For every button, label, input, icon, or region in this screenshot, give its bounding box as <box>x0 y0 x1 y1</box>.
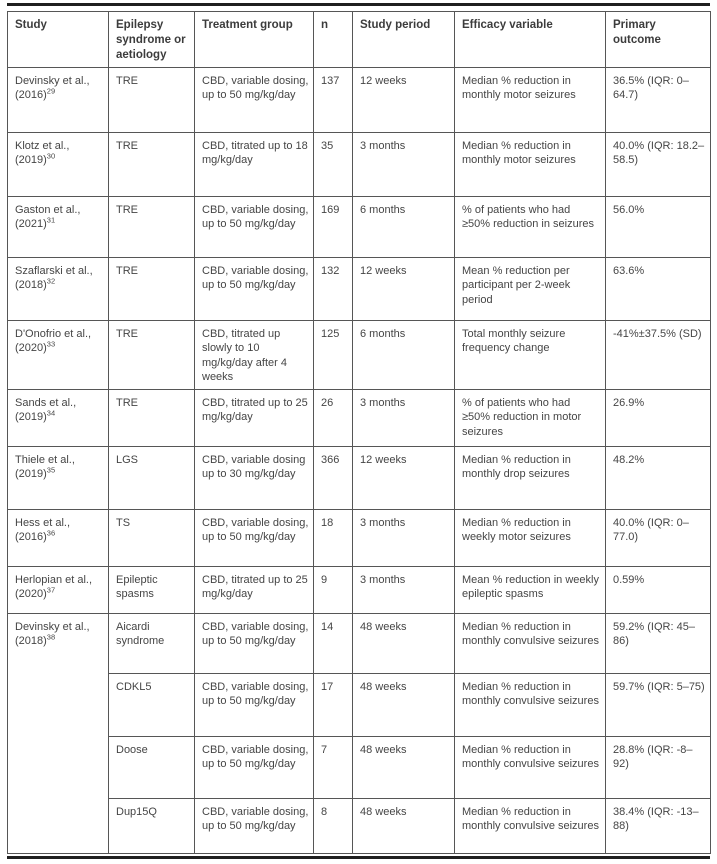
n-cell: 132 <box>314 257 353 320</box>
study-cell <box>8 389 109 446</box>
efficacy-cell: % of patients who had ≥50% reduction in motor seizures <box>455 389 606 446</box>
col-header-treatment: Treatment group <box>195 12 314 68</box>
outcome-cell: 36.5% (IQR: 0–64.7) <box>606 67 711 132</box>
study-name: Gaston et al., (2021) <box>15 203 81 231</box>
table-top-rule <box>7 3 710 6</box>
n-cell: 169 <box>314 196 353 257</box>
study-cell <box>8 613 109 853</box>
outcome-cell: 40.0% (IQR: 18.2–58.5) <box>606 132 711 196</box>
col-header-outcome: Primary outcome <box>606 12 711 68</box>
treatment-cell: CBD, variable dosing, up to 50 mg/kg/day <box>195 613 314 673</box>
reference-superscript: 29 <box>46 86 56 96</box>
header-row <box>8 12 711 68</box>
outcome-cell: 38.4% (IQR: -13–88) <box>606 798 711 853</box>
col-header-syndrome: Epilepsy syndrome or aetiology <box>109 12 195 68</box>
study-name: Thiele et al., (2019) <box>15 453 75 481</box>
n-cell: 7 <box>314 736 353 798</box>
table-row <box>8 798 711 853</box>
outcome-cell: 56.0% <box>606 196 711 257</box>
cbd-studies-table <box>7 11 711 854</box>
reference-superscript: 34 <box>46 408 56 418</box>
efficacy-cell: Total monthly seizure frequency change <box>455 320 606 389</box>
study-cell <box>8 67 109 132</box>
syndrome-cell: TS <box>109 509 195 566</box>
n-cell: 18 <box>314 509 353 566</box>
efficacy-cell: Median % reduction in monthly motor seizures <box>455 132 606 196</box>
col-header-period: Study period <box>353 12 455 68</box>
treatment-cell: CBD, variable dosing, up to 50 mg/kg/day <box>195 196 314 257</box>
study-cell <box>8 257 109 320</box>
table-row <box>8 736 711 798</box>
reference-superscript: 36 <box>46 528 56 538</box>
syndrome-cell: Doose <box>109 736 195 798</box>
efficacy-cell: Median % reduction in monthly convulsive seizures <box>455 613 606 673</box>
efficacy-cell: Median % reduction in monthly convulsive seizures <box>455 798 606 853</box>
period-cell: 12 weeks <box>353 446 455 509</box>
study-name: Devinsky et al., (2016) <box>15 74 90 102</box>
syndrome-cell: Epileptic spasms <box>109 566 195 613</box>
n-cell: 17 <box>314 673 353 736</box>
period-cell: 3 months <box>353 509 455 566</box>
treatment-cell: CBD, variable dosing, up to 50 mg/kg/day <box>195 67 314 132</box>
treatment-cell: CBD, variable dosing up to 30 mg/kg/day <box>195 446 314 509</box>
study-name: D'Onofrio et al., (2020) <box>15 327 92 355</box>
treatment-cell: CBD, titrated up to 18 mg/kg/day <box>195 132 314 196</box>
period-cell: 3 months <box>353 566 455 613</box>
study-cell <box>8 566 109 613</box>
study-name: Herlopian et al., (2020) <box>15 573 93 601</box>
n-cell: 35 <box>314 132 353 196</box>
treatment-cell: CBD, titrated up to 25 mg/kg/day <box>195 566 314 613</box>
n-cell: 366 <box>314 446 353 509</box>
study-name: Hess et al., (2016) <box>15 516 71 544</box>
outcome-cell: 26.9% <box>606 389 711 446</box>
reference-superscript: 37 <box>46 585 56 595</box>
period-cell: 48 weeks <box>353 798 455 853</box>
table-row <box>8 196 711 257</box>
treatment-cell: CBD, titrated up slowly to 10 mg/kg/day after 4 weeks <box>195 320 314 389</box>
outcome-cell: 40.0% (IQR: 0–77.0) <box>606 509 711 566</box>
study-cell <box>8 320 109 389</box>
period-cell: 12 weeks <box>353 67 455 132</box>
study-cell <box>8 132 109 196</box>
period-cell: 3 months <box>353 132 455 196</box>
reference-superscript: 38 <box>46 632 56 642</box>
table-row <box>8 67 711 132</box>
table-row <box>8 132 711 196</box>
efficacy-cell: Median % reduction in monthly motor seizures <box>455 67 606 132</box>
syndrome-cell: TRE <box>109 196 195 257</box>
reference-superscript: 32 <box>46 276 56 286</box>
period-cell: 48 weeks <box>353 673 455 736</box>
n-cell: 9 <box>314 566 353 613</box>
efficacy-cell: Mean % reduction in weekly epileptic spasms <box>455 566 606 613</box>
reference-superscript: 33 <box>46 339 56 349</box>
study-name: Devinsky et al., (2018) <box>15 620 90 648</box>
study-cell <box>8 196 109 257</box>
outcome-cell: 48.2% <box>606 446 711 509</box>
study-cell <box>8 446 109 509</box>
period-cell: 48 weeks <box>353 736 455 798</box>
efficacy-cell: Median % reduction in monthly convulsive seizures <box>455 736 606 798</box>
treatment-cell: CBD, variable dosing, up to 50 mg/kg/day <box>195 509 314 566</box>
outcome-cell: -41%±37.5% (SD) <box>606 320 711 389</box>
outcome-cell: 28.8% (IQR: -8–92) <box>606 736 711 798</box>
efficacy-cell: Median % reduction in monthly drop seizures <box>455 446 606 509</box>
reference-superscript: 31 <box>46 215 56 225</box>
syndrome-cell: LGS <box>109 446 195 509</box>
efficacy-cell: % of patients who had ≥50% reduction in seizures <box>455 196 606 257</box>
period-cell: 12 weeks <box>353 257 455 320</box>
syndrome-cell: Dup15Q <box>109 798 195 853</box>
syndrome-cell: TRE <box>109 320 195 389</box>
col-header-n: n <box>314 12 353 68</box>
study-name: Sands et al., (2019) <box>15 396 77 424</box>
outcome-cell: 0.59% <box>606 566 711 613</box>
n-cell: 137 <box>314 67 353 132</box>
table-row <box>8 566 711 613</box>
n-cell: 26 <box>314 389 353 446</box>
treatment-cell: CBD, variable dosing, up to 50 mg/kg/day <box>195 257 314 320</box>
n-cell: 14 <box>314 613 353 673</box>
study-name: Szaflarski et al., (2018) <box>15 264 93 292</box>
period-cell: 6 months <box>353 196 455 257</box>
table-row <box>8 320 711 389</box>
reference-superscript: 30 <box>46 151 56 161</box>
study-cell <box>8 509 109 566</box>
efficacy-cell: Median % reduction in weekly motor seizures <box>455 509 606 566</box>
syndrome-cell: CDKL5 <box>109 673 195 736</box>
syndrome-cell: TRE <box>109 389 195 446</box>
treatment-cell: CBD, variable dosing, up to 50 mg/kg/day <box>195 798 314 853</box>
outcome-cell: 59.7% (IQR: 5–75) <box>606 673 711 736</box>
table-row <box>8 257 711 320</box>
syndrome-cell: TRE <box>109 257 195 320</box>
period-cell: 48 weeks <box>353 613 455 673</box>
table-bottom-rule <box>7 856 710 859</box>
reference-superscript: 35 <box>46 465 56 475</box>
syndrome-cell: TRE <box>109 67 195 132</box>
efficacy-cell: Mean % reduction per participant per 2-week period <box>455 257 606 320</box>
col-header-efficacy: Efficacy variable <box>455 12 606 68</box>
syndrome-cell: TRE <box>109 132 195 196</box>
treatment-cell: CBD, titrated up to 25 mg/kg/day <box>195 389 314 446</box>
period-cell: 3 months <box>353 389 455 446</box>
table-row <box>8 389 711 446</box>
col-header-study: Study <box>8 12 109 68</box>
treatment-cell: CBD, variable dosing, up to 50 mg/kg/day <box>195 673 314 736</box>
table-row <box>8 613 711 673</box>
period-cell: 6 months <box>353 320 455 389</box>
n-cell: 8 <box>314 798 353 853</box>
outcome-cell: 63.6% <box>606 257 711 320</box>
table-row <box>8 446 711 509</box>
treatment-cell: CBD, variable dosing, up to 50 mg/kg/day <box>195 736 314 798</box>
outcome-cell: 59.2% (IQR: 45–86) <box>606 613 711 673</box>
study-name: Klotz et al., (2019) <box>15 139 70 167</box>
table-row <box>8 673 711 736</box>
efficacy-cell: Median % reduction in monthly convulsive seizures <box>455 673 606 736</box>
n-cell: 125 <box>314 320 353 389</box>
table-row <box>8 509 711 566</box>
syndrome-cell: Aicardi syndrome <box>109 613 195 673</box>
